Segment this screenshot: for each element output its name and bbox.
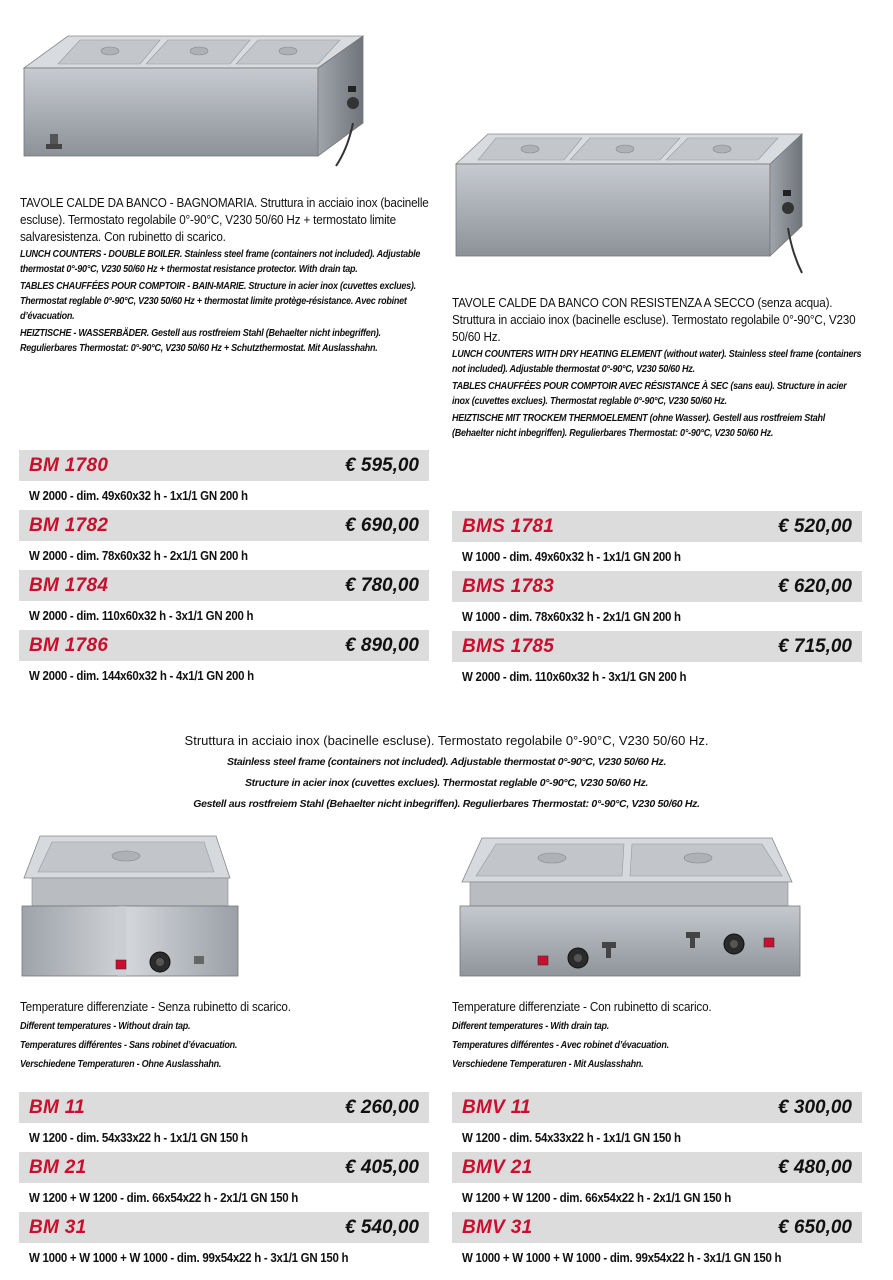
product-code: BM 11 — [29, 1096, 86, 1118]
product-row-head — [452, 631, 862, 662]
product-row-head — [19, 570, 429, 601]
product-row-head — [452, 1152, 862, 1183]
product-price: € 690,00 — [345, 514, 419, 536]
product-spec: W 2000 - dim. 49x60x32 h - 1x1/1 GN 200 h — [29, 488, 248, 503]
product-spec: W 2000 - dim. 144x60x32 h - 4x1/1 GN 200 h — [29, 668, 254, 683]
product-price: € 405,00 — [345, 1156, 419, 1178]
product-price: € 540,00 — [345, 1216, 419, 1238]
product-row-head — [19, 630, 429, 661]
price-table-section-3 — [19, 1092, 429, 1272]
product-code: BMV 11 — [462, 1096, 532, 1118]
common-specs-english: Stainless steel frame (containers not included). Adjustable thermostat 0°-90°C, V230 50/60 Hz. — [226, 756, 667, 768]
desc-english: LUNCH COUNTERS WITH DRY HEATING ELEMENT (without water). Stainless steel frame (containers not included). Adjustable thermostat 0°-90°C, V230 50/60 Hz. — [452, 348, 862, 375]
product-code: BM 1780 — [29, 454, 109, 476]
common-specs-french: Structure in acier inox (cuvettes exclues). Thermostat reglable 0°-90°C, V230 50/60 Hz. — [244, 777, 649, 789]
product-code: BM 1784 — [29, 574, 109, 596]
product-photo-bms-1781 — [452, 128, 812, 278]
desc-french: Temperatures différentes - Sans robinet d’évacuation. — [20, 1039, 238, 1051]
product-code: BMS 1781 — [462, 515, 555, 537]
product-row-head — [19, 1212, 429, 1243]
product-row-head — [452, 511, 862, 542]
product-price: € 715,00 — [778, 635, 852, 657]
product-spec: W 1200 + W 1200 - dim. 66x54x22 h - 2x1/1 GN 150 h — [462, 1190, 732, 1205]
desc-german: Verschiedene Temperaturen - Ohne Auslasshahn. — [20, 1058, 222, 1070]
desc-english: LUNCH COUNTERS - DOUBLE BOILER. Stainless steel frame (containers not included). Adjustable thermostat 0°-90°C, V230 50/60 Hz + thermostat resistance protector. With drain tap. — [20, 248, 421, 275]
product-code: BM 1786 — [29, 634, 109, 656]
desc-german: HEIZTISCHE - WASSERBÄDER. Gestell aus rostfreiem Stahl (Behaelter nicht inbegriffen). Regulierbares Thermostat: 0°-90°C, V230 50/60 Hz + Schutzthermostat. Mit Auslasshahn. — [20, 327, 381, 354]
desc-french: Temperatures différentes - Avec robinet d’évacuation. — [452, 1039, 669, 1051]
section-3-description — [20, 998, 430, 1072]
product-row-head — [452, 1092, 862, 1123]
product-row-head — [19, 510, 429, 541]
product-row-head — [19, 1092, 429, 1123]
product-code: BM 1782 — [29, 514, 109, 536]
product-price: € 300,00 — [778, 1096, 852, 1118]
price-table-section-2 — [452, 511, 862, 691]
product-spec: W 2000 - dim. 78x60x32 h - 2x1/1 GN 200 h — [29, 548, 248, 563]
desc-german: HEIZTISCHE MIT TROCKEM THERMOELEMENT (ohne Wasser). Gestell aus rostfreiem Stahl (Behaelter nicht inbegriffen). Regulierbares Thermostat: 0°-90°C, V230 50/60 Hz. — [452, 412, 826, 439]
section-4-description — [452, 998, 862, 1072]
desc-italian: TAVOLE CALDE DA BANCO - BAGNOMARIA. Struttura in acciaio inox (bacinelle escluse). Termostato regolabile 0°-90°C, V230 50/60 Hz + termostato limite salvaresistenza. Con rubinetto di scarico. — [20, 195, 429, 244]
desc-italian: TAVOLE CALDE DA BANCO CON RESISTENZA A SECCO (senza acqua). Struttura in acciaio inox (bacinelle escluse). Termostato regolabile 0°-90°C, V230 50/60 Hz. — [452, 295, 856, 344]
product-price: € 520,00 — [778, 515, 852, 537]
product-spec: W 1200 + W 1200 - dim. 66x54x22 h - 2x1/1 GN 150 h — [29, 1190, 299, 1205]
product-code: BM 31 — [29, 1216, 87, 1238]
desc-italian: Temperature differenziate - Senza rubinetto di scarico. — [20, 999, 291, 1014]
product-photo-bm-11 — [18, 832, 240, 982]
section-1-description — [20, 194, 430, 356]
common-specs-italian: Struttura in acciaio inox (bacinelle escluse). Termostato regolabile 0°-90°C, V230 50/60 Hz. — [184, 733, 709, 748]
product-price: € 480,00 — [778, 1156, 852, 1178]
product-price: € 780,00 — [345, 574, 419, 596]
product-spec: W 1000 - dim. 78x60x32 h - 2x1/1 GN 200 h — [462, 609, 681, 624]
section-2-description — [452, 294, 864, 441]
product-row-head — [19, 450, 429, 481]
product-spec: W 1000 + W 1000 + W 1000 - dim. 99x54x22 h - 3x1/1 GN 150 h — [462, 1250, 782, 1265]
desc-english: Different temperatures - With drain tap. — [452, 1020, 610, 1032]
product-code: BMS 1785 — [462, 635, 555, 657]
product-code: BMV 31 — [462, 1216, 533, 1238]
product-photo-bmv-21 — [452, 832, 812, 982]
product-photo-bm-1780 — [18, 28, 378, 168]
product-price: € 620,00 — [778, 575, 852, 597]
desc-french: TABLES CHAUFFÉES POUR COMPTOIR - BAIN-MARIE. Structure in acier inox (cuvettes exclues). Thermostat reglable 0°-90°C, V230 50/60 Hz + thermostat limite protège-résistance. Avec robinet d’évacuation. — [20, 280, 416, 322]
product-spec: W 2000 - dim. 110x60x32 h - 3x1/1 GN 200 h — [29, 608, 254, 623]
product-code: BMS 1783 — [462, 575, 555, 597]
desc-french: TABLES CHAUFFÉES POUR COMPTOIR AVEC RÉSISTANCE À SEC (sans eau). Structure in acier inox (cuvettes exclues). Thermostat reglable 0°-90°C, V230 50/60 Hz. — [452, 380, 847, 407]
common-specs-block — [0, 732, 893, 813]
product-price: € 650,00 — [778, 1216, 852, 1238]
product-price: € 260,00 — [345, 1096, 419, 1118]
product-price: € 890,00 — [345, 634, 419, 656]
product-row-head — [19, 1152, 429, 1183]
product-spec: W 1200 - dim. 54x33x22 h - 1x1/1 GN 150 h — [462, 1130, 681, 1145]
desc-italian: Temperature differenziate - Con rubinetto di scarico. — [452, 999, 712, 1014]
common-specs-german: Gestell aus rostfreiem Stahl (Behaelter nicht inbegriffen). Regulierbares Thermostat: 0°-90°C, V230 50/60 Hz. — [193, 798, 700, 810]
product-spec: W 1000 + W 1000 + W 1000 - dim. 99x54x22 h - 3x1/1 GN 150 h — [29, 1250, 349, 1265]
product-row-head — [452, 571, 862, 602]
product-code: BMV 21 — [462, 1156, 533, 1178]
desc-english: Different temperatures - Without drain tap. — [20, 1020, 191, 1032]
product-code: BM 21 — [29, 1156, 87, 1178]
product-spec: W 1000 - dim. 49x60x32 h - 1x1/1 GN 200 h — [462, 549, 681, 564]
price-table-section-1 — [19, 450, 429, 690]
product-price: € 595,00 — [345, 454, 419, 476]
price-table-section-4 — [452, 1092, 862, 1272]
product-row-head — [452, 1212, 862, 1243]
product-spec: W 2000 - dim. 110x60x32 h - 3x1/1 GN 200 h — [462, 669, 687, 684]
product-spec: W 1200 - dim. 54x33x22 h - 1x1/1 GN 150 h — [29, 1130, 248, 1145]
desc-german: Verschiedene Temperaturen - Mit Auslasshahn. — [452, 1058, 644, 1070]
